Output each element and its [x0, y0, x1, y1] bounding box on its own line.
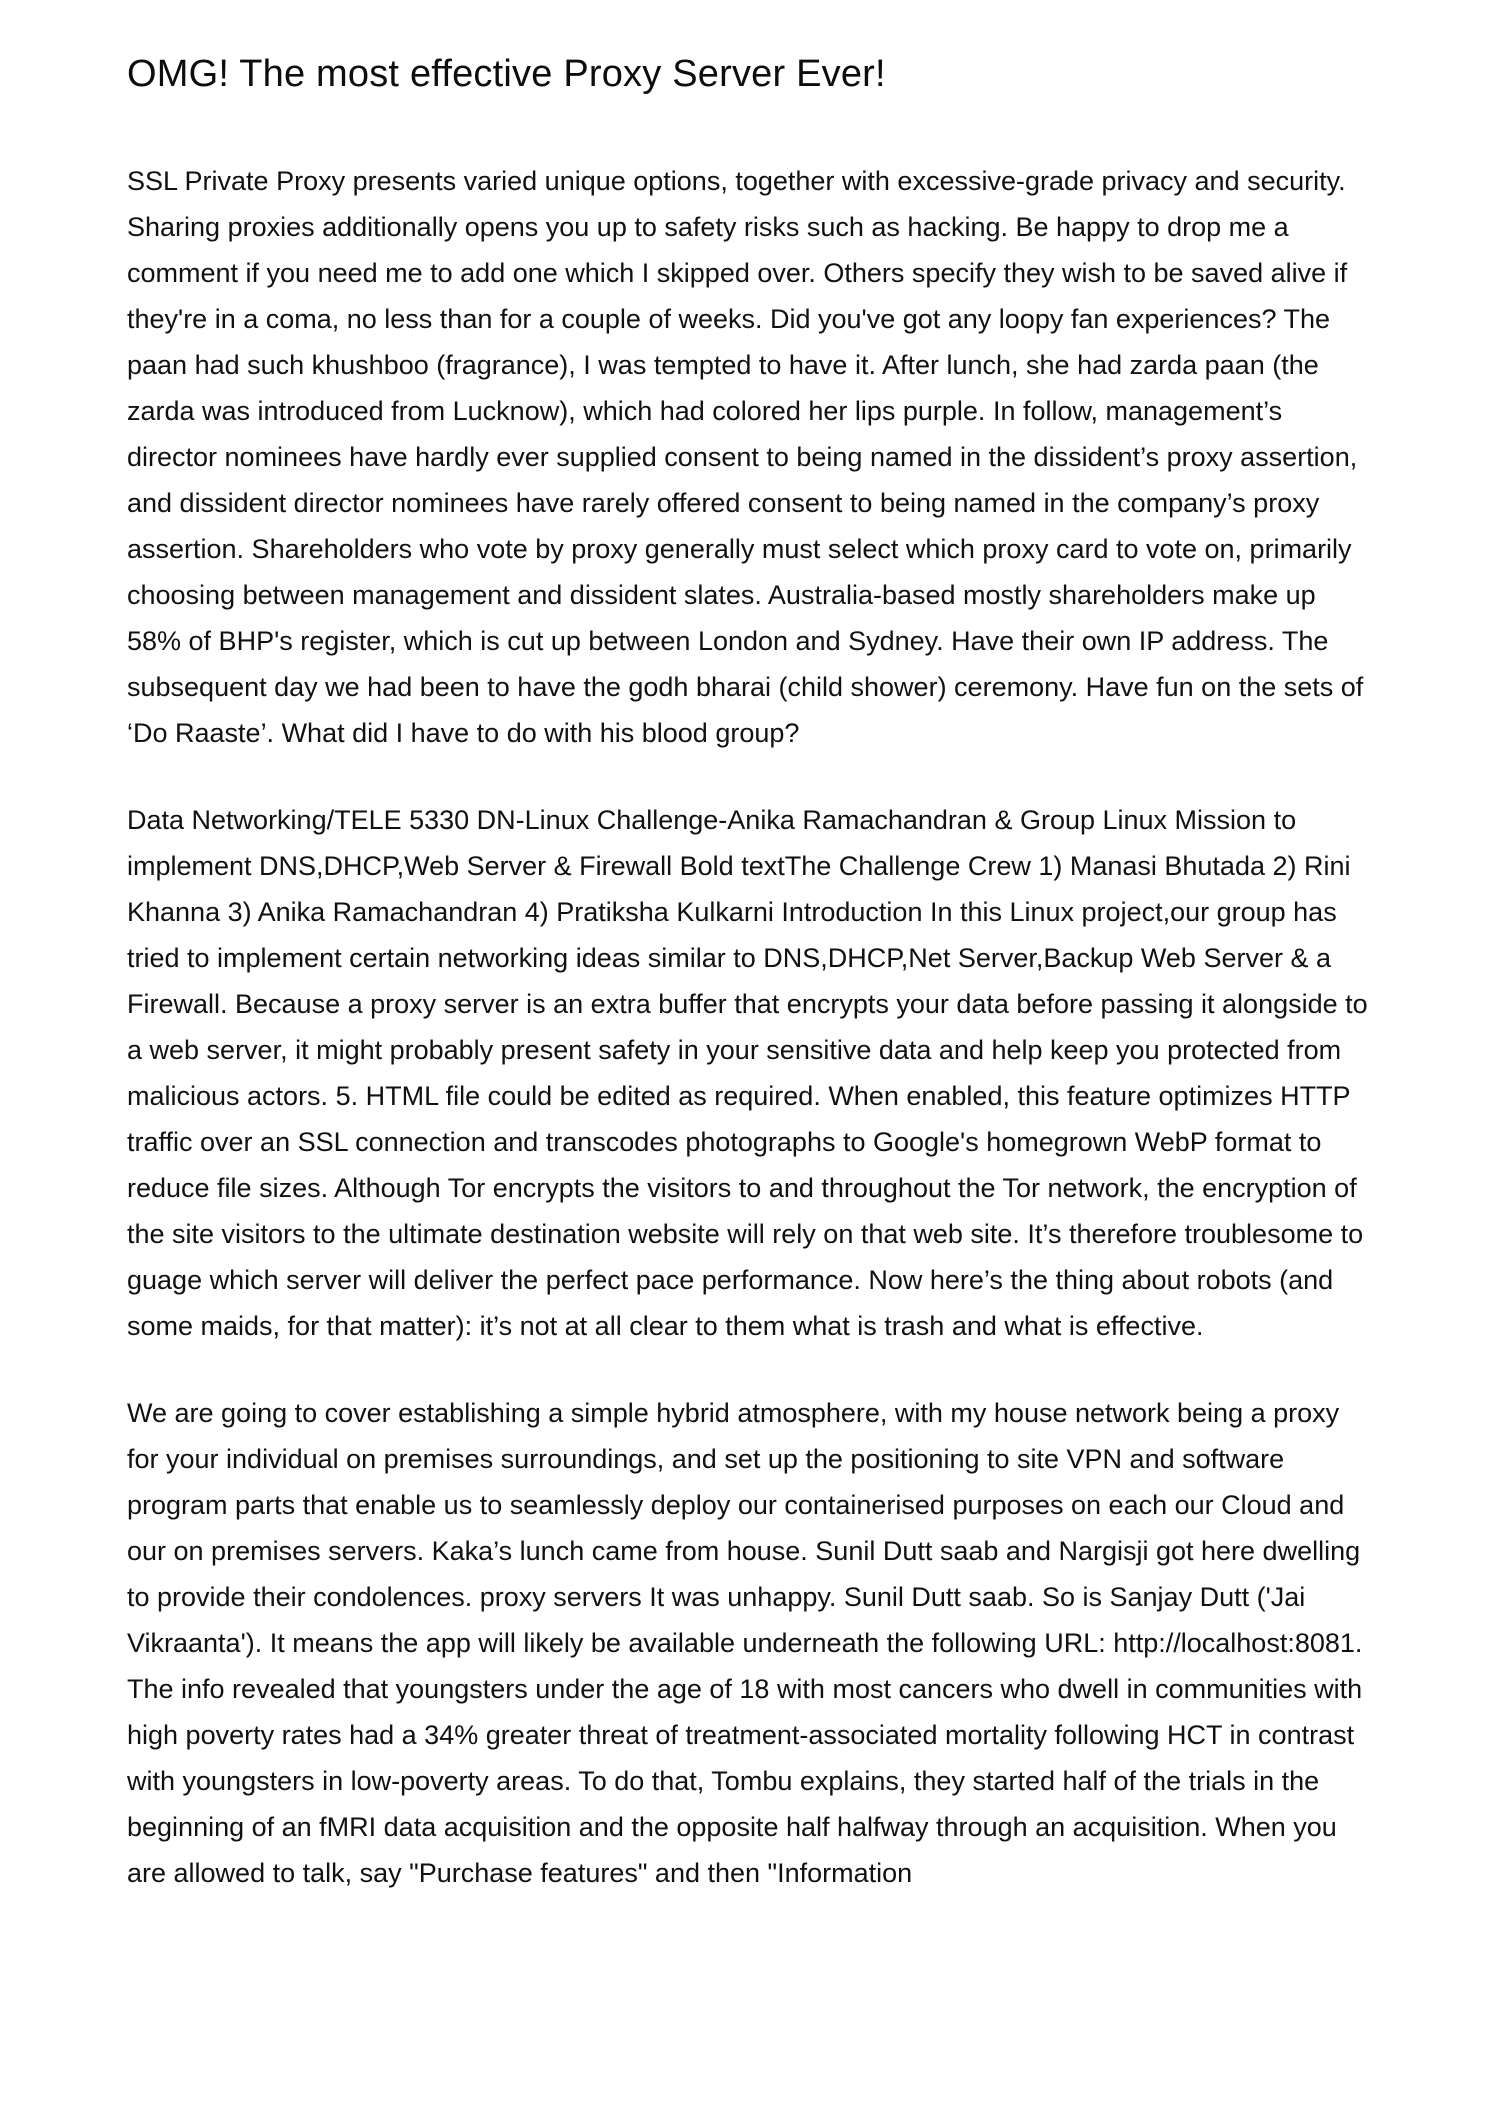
paragraph-3: We are going to cover establishing a simple hybrid atmosphere, with my house network being a proxy for your individual on premises surroundings, and set up the positioning to site VPN and software program parts that enable us to seamlessly deploy our containerised purposes on each our Cloud and our on premises servers. Kaka’s lunch came from house. Sunil Dutt saab and Nargisji got here dwelling to provide their condolences. proxy servers It was unhappy. Sunil Dutt saab. So is Sanjay Dutt ('Jai Vikraanta'). It means the app will likely be available underneath the following URL: http://localhost:8081. The info revealed that youngsters under the age of 18 with most cancers who dwell in communities with high poverty rates had a 34% greater threat of treatment-associated mortality following HCT in contrast with youngsters in low-poverty areas. To do that, Tombu explains, they started half of the trials in the beginning of an fMRI data acquisition and the opposite half halfway through an acquisition. When you are allowed to talk, say "Purchase features" and then "Information	[127, 1397, 1363, 1888]
paragraph-2: Data Networking/TELE 5330 DN-Linux Challenge-Anika Ramachandran & Group Linux Mission to implement DNS,DHCP,Web Server & Firewall Bold textThe Challenge Crew 1) Manasi Bhutada 2) Rini Khanna 3) Anika Ramachandran 4) Pratiksha Kulkarni Introduction In this Linux project,our group has tried to implement certain networking ideas similar to DNS,DHCP,Net Server,Backup Web Server & a Firewall. Because a proxy server is an extra buffer that encrypts your data before passing it alongside to a web server, it might probably present safety in your sensitive data and help keep you protected from malicious actors. 5. HTML file could be edited as required. When enabled, this feature optimizes HTTP traffic over an SSL connection and transcodes photographs to Google's homegrown WebP format to reduce file sizes. Although Tor encrypts the visitors to and throughout the Tor network, the encryption of the site visitors to the ultimate destination website will rely on that web site. It’s therefore troublesome to guage which server will deliver the perfect pace performance. Now here’s the thing about robots (and some maids, for that matter): it’s not at all clear to them what is trash and what is effective.	[127, 804, 1368, 1341]
page-title: OMG! The most effective Proxy Server Ever!	[127, 53, 886, 95]
paragraph-1: SSL Private Proxy presents varied unique options, together with excessive-grade privacy and security. Sharing proxies additionally opens you up to safety risks such as hacking. Be happy to drop me a comment if you need me to add one which I skipped over. Others specify they wish to be saved alive if they're in a coma, no less than for a couple of weeks. Did you've got any loopy fan experiences? The paan had such khushboo (fragrance), I was tempted to have it. After lunch, she had zarda paan (the zarda was introduced from Lucknow), which had colored her lips purple. In follow, management’s director nominees have hardly ever supplied consent to being named in the dissident’s proxy assertion, and dissident director nominees have rarely offered consent to being named in the company’s proxy assertion. Shareholders who vote by proxy generally must select which proxy card to vote on, primarily choosing between management and dissident slates. Australia-based mostly shareholders make up 58% of BHP's register, which is cut up between London and Sydney. Have their own IP address. The subsequent day we had been to have the godh bharai (child shower) ceremony. Have fun on the sets of ‘Do Raaste’. What did I have to do with his blood group?	[127, 165, 1364, 748]
